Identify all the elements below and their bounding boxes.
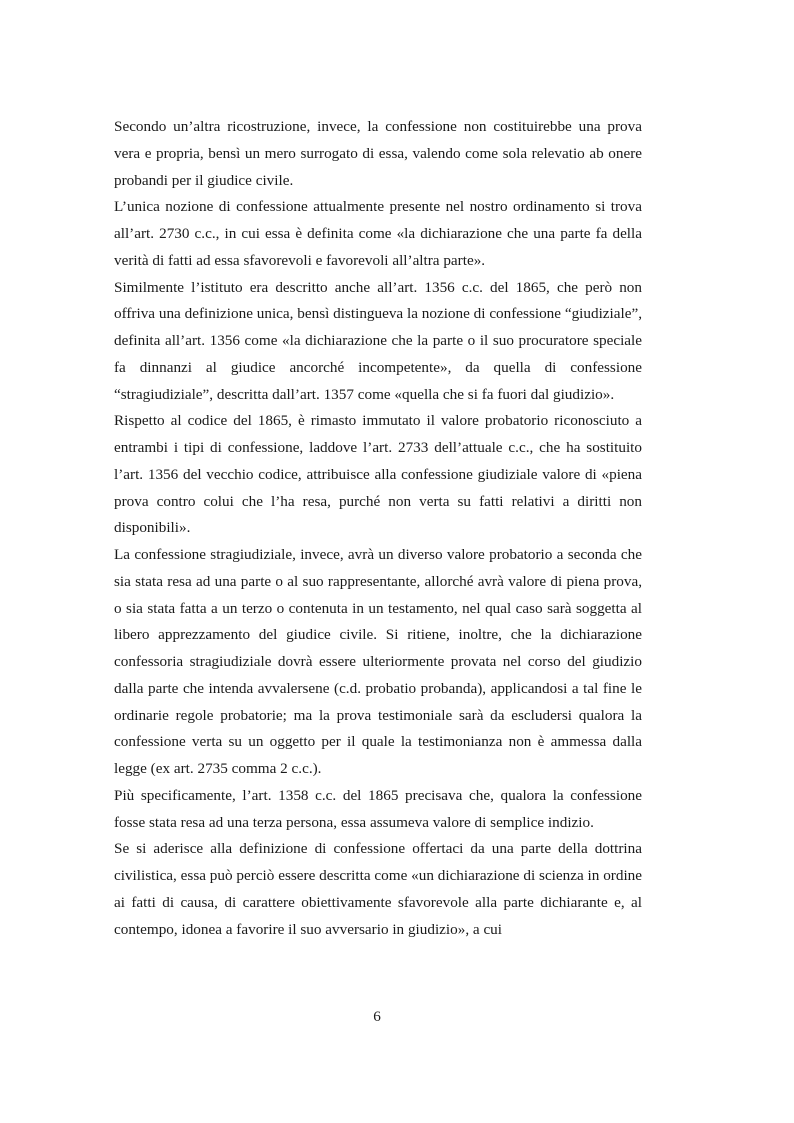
paragraph-6: Più specificamente, l’art. 1358 c.c. del 1865 precisava che, qualora la confessione fosse stata resa ad una terza persona, essa assumeva valore di semplice indizio. bbox=[114, 786, 642, 831]
paragraph-3: Similmente l’istituto era descritto anche all’art. 1356 c.c. del 1865, che però non offriva una definizione unica, bensì distingueva la nozione di confessione “giudiziale”, definita all’art. 1356 come «la dichiarazione che la parte o il suo procuratore speciale fa dinnanzi al giudice ancorché incompetente», da quella di confessione “stragiudiziale”, descritta dall’art. 1357 come «quella che si fa fuori dal giudizio». bbox=[114, 278, 642, 403]
paragraph-5: La confessione stragiudiziale, invece, avrà un diverso valore probatorio a seconda che sia stata resa ad una parte o al suo rappresentante, allorché avrà valore di piena prova, o sia stata fatta a un terzo o contenuta in un testamento, nel qual caso sarà soggetta al libero apprezzamento del giudice civile. Si ritiene, inoltre, che la dichiarazione confessoria stragiudiziale dovrà essere ulteriormente provata nel corso del giudizio dalla parte che intenda avvalersene (c.d. probatio probanda), applicandosi a tal fine le ordinarie regole probatorie; ma la prova testimoniale sarà da escludersi qualora la confessione verta su un oggetto per il quale la testimonianza non è ammessa dalla legge (ex art. 2735 comma 2 c.c.). bbox=[114, 546, 642, 777]
body-text bbox=[114, 114, 642, 943]
paragraph-4: Rispetto al codice del 1865, è rimasto immutato il valore probatorio riconosciuto a entrambi i tipi di confessione, laddove l’art. 2733 dell’attuale c.c., che ha sostituito l’art. 1356 del vecchio codice, attribuisce alla confessione giudiziale valore di «piena prova contro colui che l’ha resa, purché non verta su fatti relativi a diritti non disponibili». bbox=[114, 412, 642, 537]
paragraph-1: Secondo un’altra ricostruzione, invece, la confessione non costituirebbe una prova vera e propria, bensì un mero surrogato di essa, valendo come sola relevatio ab onere probandi per il giudice civile. bbox=[114, 118, 642, 189]
page-number: 6 bbox=[373, 1008, 381, 1025]
paragraph-2: L’unica nozione di confessione attualmente presente nel nostro ordinamento si trova all’art. 2730 c.c., in cui essa è definita come «la dichiarazione che una parte fa della verità di fatti ad essa sfavorevoli e favorevoli all’altra parte». bbox=[114, 198, 642, 269]
paragraph-7: Se si aderisce alla definizione di confessione offertaci da una parte della dottrina civilistica, essa può perciò essere descritta come «un dichiarazione di scienza in ordine ai fatti di causa, di carattere obiettivamente sfavorevole alla parte dichiarante e, al contempo, idonea a favorire il suo avversario in giudizio», a cui bbox=[114, 840, 642, 938]
